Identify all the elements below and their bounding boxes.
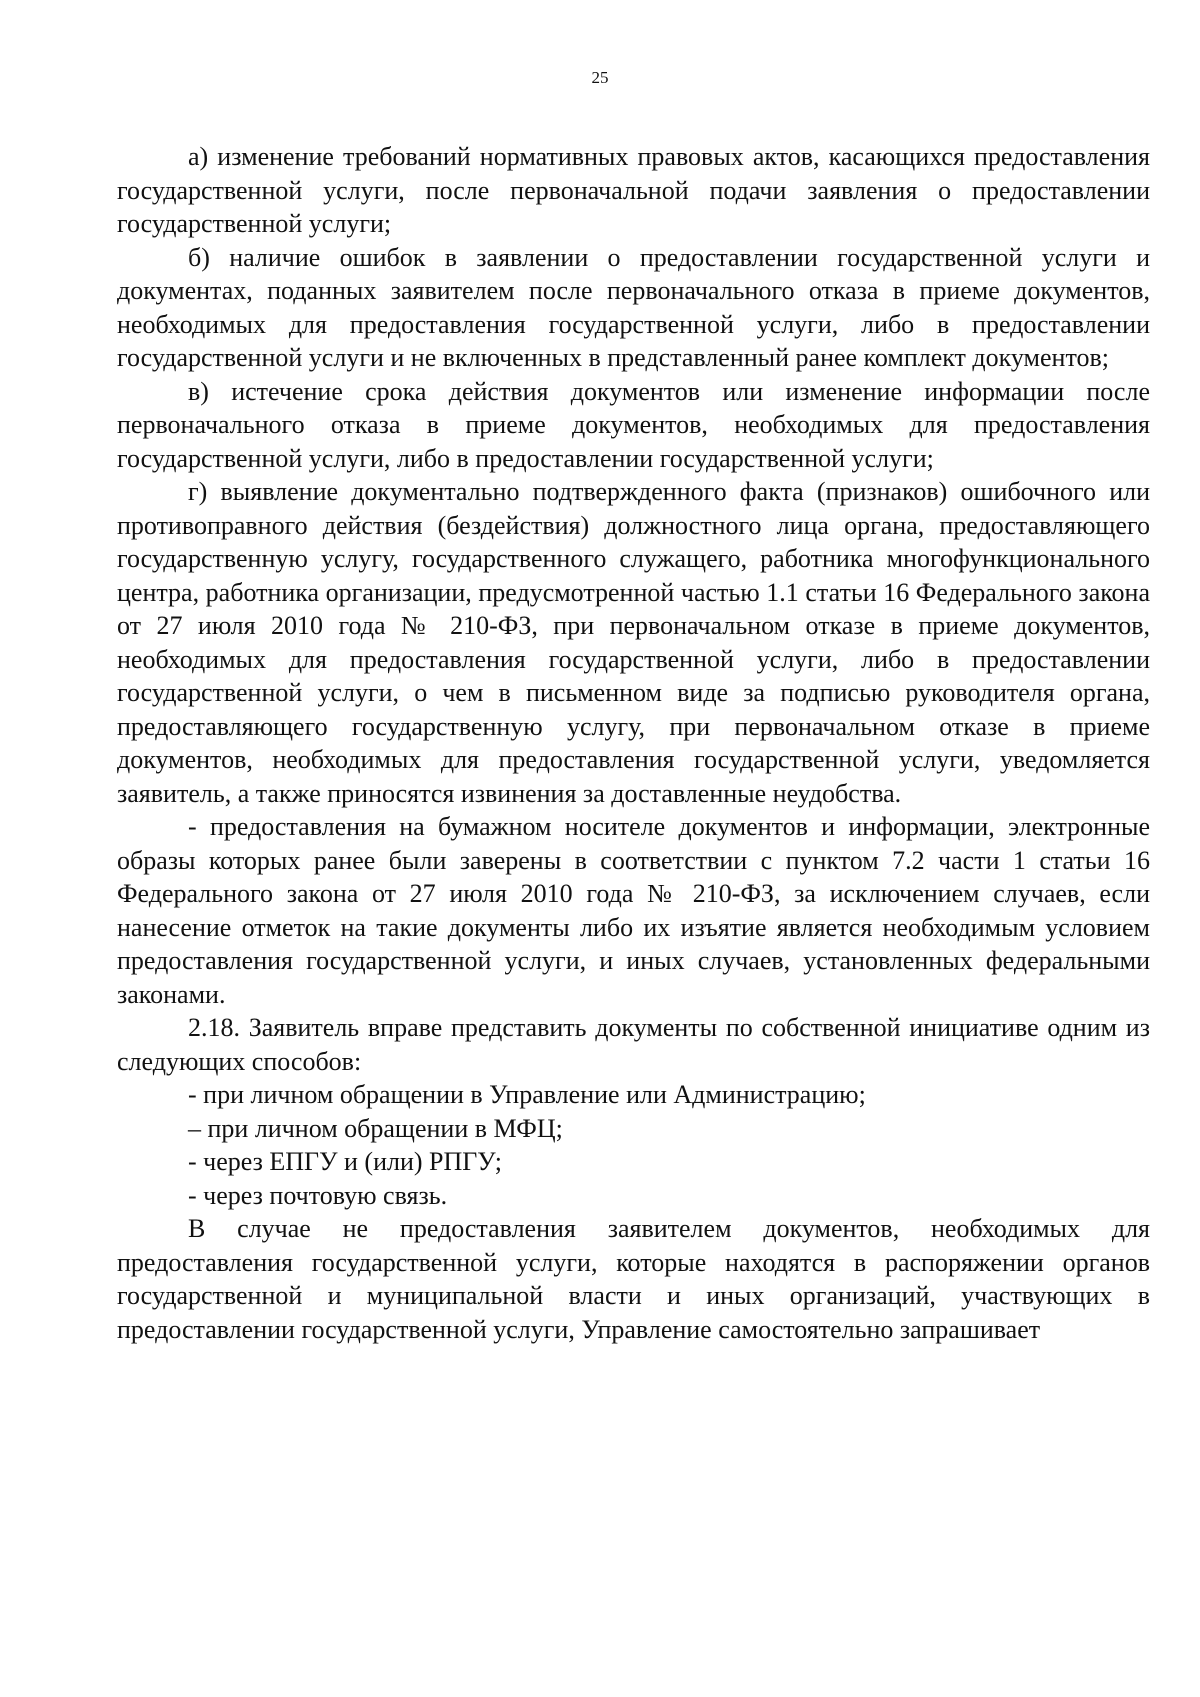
list-item-mfc: – при личном обращении в МФЦ; [188, 1113, 563, 1143]
paragraph-g: г) выявление документально подтвержденного факта (признаков) ошибочного или противоправного действия (бездействия) должностного лица органа, предоставляющего государственную услугу, государственного служащего, работника многофункционального центра, работника организации, предусмотренной частью 1.1 статьи 16 Федерального закона от 27 июля 2010 года № 210-ФЗ, при первоначальном отказе в приеме документов, необходимых для предоставления государственной услуги, либо в предоставлении государственной услуги, о чем в письменном виде за подписью руководителя органа, предоставляющего государственную услугу, при первоначальном отказе в приеме документов, необходимых для предоставления государственной услуги, уведомляется заявитель, а также приносятся извинения за доставленные неудобства. [117, 477, 1150, 808]
paragraph-b: б) наличие ошибок в заявлении о предоставлении государственной услуги и документах, поданных заявителем после первоначального отказа в приеме документов, необходимых для предоставления государственной услуги, либо в предоставлении государственной услуги и не включенных в представленный ранее комплект документов; [117, 242, 1150, 372]
paragraph-a: а) изменение требований нормативных правовых актов, касающихся предоставления государственной услуги, после первоначальной подачи заявления о предоставлении государственной услуги; [117, 142, 1150, 238]
list-item-personal-office: - при личном обращении в Управление или Администрацию; [188, 1080, 866, 1109]
list-item-post: - через почтовую связь. [188, 1180, 448, 1210]
paragraph-paper-docs: - предоставления на бумажном носителе документов и информации, электронные образы которых ранее были заверены в соответствии с пунктом 7.2 части 1 статьи 16 Федерального закона от 27 июля 2010 года № 210-ФЗ, за исключением случаев, если нанесение отметок на такие документы либо их изъятие является необходимым условием предоставления государственной услуги, и иных случаев, установленных федеральными законами. [117, 812, 1150, 1009]
page-number: 25 [591, 68, 609, 87]
paragraph-v: в) истечение срока действия документов или изменение информации после первоначального отказа в приеме документов, необходимых для предоставления государственной услуги, либо в предоставлении государственной услуги; [117, 376, 1150, 473]
paragraph-2-18: 2.18. Заявитель вправе представить документы по собственной инициативе одним из следующих способов: [117, 1013, 1150, 1076]
paragraph-not-provided: В случае не предоставления заявителем документов, необходимых для предоставления государственной услуги, которые находятся в распоряжении органов государственной и муниципальной власти и иных организаций, участвующих в предоставлении государственной услуги, Управление самостоятельно запрашивает [117, 1214, 1150, 1344]
document-body [117, 140, 1150, 1346]
list-item-epgu: - через ЕПГУ и (или) РПГУ; [188, 1147, 502, 1176]
